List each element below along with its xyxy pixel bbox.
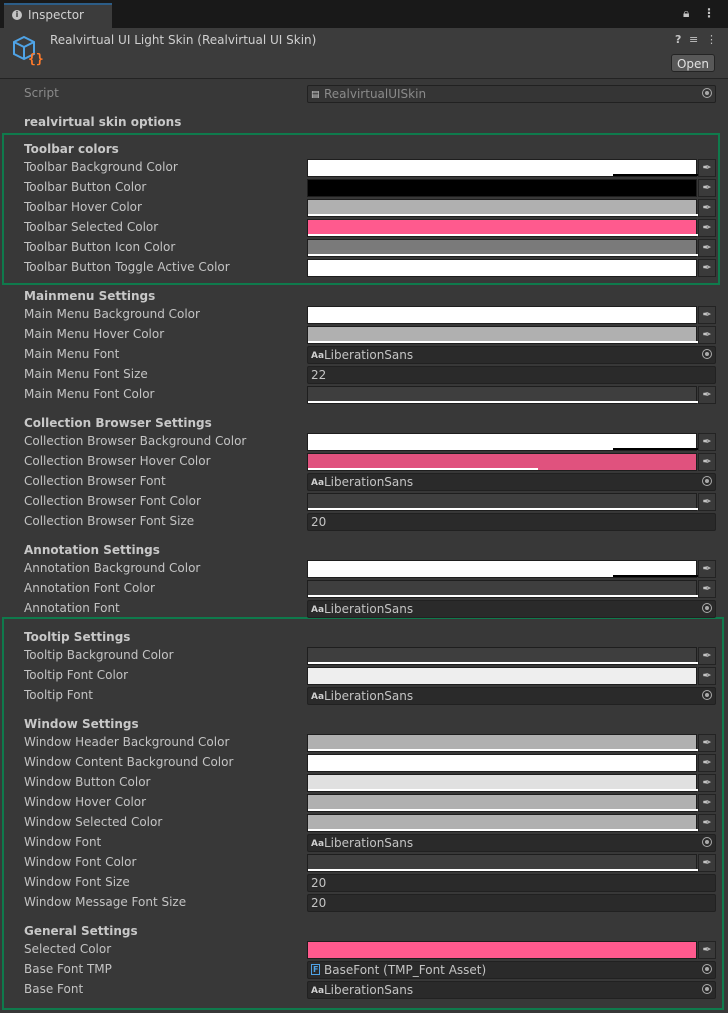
context-menu-icon[interactable]: ⋮ xyxy=(706,33,717,46)
eyedropper-icon[interactable]: ✒ xyxy=(698,754,716,772)
asset-title: Realvirtual UI Light Skin (Realvirtual UI Skin) xyxy=(50,33,317,47)
window-font-label: Window Font xyxy=(24,835,102,849)
window-font-field[interactable]: Aa LiberationSans xyxy=(307,834,716,852)
selected-color-label: Selected Color xyxy=(24,942,112,956)
object-picker-icon[interactable] xyxy=(702,476,712,486)
tooltip-bg-label: Tooltip Background Color xyxy=(24,648,174,662)
annotation-font-field[interactable]: Aa LiberationSans xyxy=(307,600,716,618)
object-picker-icon[interactable] xyxy=(702,603,712,613)
window-hover-color-field[interactable] xyxy=(307,794,697,812)
eyedropper-icon[interactable]: ✒ xyxy=(698,941,716,959)
lock-icon[interactable]: 🔒︎ xyxy=(683,6,690,20)
eyedropper-icon[interactable]: ✒ xyxy=(698,580,716,598)
tmp-font-asset-icon: F xyxy=(313,965,319,974)
eyedropper-icon[interactable]: ✒ xyxy=(698,239,716,257)
annotation-bg-color-field[interactable] xyxy=(307,560,697,578)
font-asset-icon: Aa xyxy=(311,351,325,361)
annotation-font-color-field[interactable] xyxy=(307,580,697,598)
eyedropper-icon[interactable]: ✒ xyxy=(698,667,716,685)
toolbar-icon-label: Toolbar Button Icon Color xyxy=(24,240,176,254)
base-font-tmp-field[interactable]: F BaseFont (TMP_Font Asset) xyxy=(307,961,716,979)
mainmenu-font-color-label: Main Menu Font Color xyxy=(24,387,155,401)
options-title: realvirtual skin options xyxy=(24,115,182,129)
help-icon[interactable]: ? xyxy=(675,33,682,46)
tooltip-bg-color-field[interactable] xyxy=(307,647,697,665)
tab-bar xyxy=(0,0,728,28)
window-header-bg-color-field[interactable] xyxy=(307,734,697,752)
window-selected-label: Window Selected Color xyxy=(24,815,163,829)
mainmenu-font-field[interactable]: Aa LiberationSans xyxy=(307,346,716,364)
window-font-size-input[interactable]: 20 xyxy=(307,874,716,892)
mainmenu-font-size-input[interactable]: 22 xyxy=(307,366,716,384)
window-selected-color-field[interactable] xyxy=(307,814,697,832)
window-msg-font-size-label: Window Message Font Size xyxy=(24,895,187,909)
mainmenu-font-label: Main Menu Font xyxy=(24,347,120,361)
preset-icon[interactable]: ≡ xyxy=(689,33,699,46)
window-content-bg-label: Window Content Background Color xyxy=(24,755,234,769)
eyedropper-icon[interactable]: ✒ xyxy=(698,794,716,812)
mainmenu-font-color-field[interactable] xyxy=(307,386,697,404)
mainmenu-section-title: Mainmenu Settings xyxy=(24,289,156,303)
eyedropper-icon[interactable]: ✒ xyxy=(698,306,716,324)
object-picker-icon xyxy=(702,88,712,98)
mainmenu-bg-label: Main Menu Background Color xyxy=(24,307,200,321)
general-section-title: General Settings xyxy=(24,924,138,938)
eyedropper-icon[interactable]: ✒ xyxy=(698,774,716,792)
svg-text:{}: {} xyxy=(28,52,44,66)
tab-label: Inspector xyxy=(28,8,84,22)
object-picker-icon[interactable] xyxy=(702,349,712,359)
object-picker-icon[interactable] xyxy=(702,984,712,994)
tooltip-font-color-label: Tooltip Font Color xyxy=(24,668,129,682)
annotation-font-color-label: Annotation Font Color xyxy=(24,581,155,595)
more-options-icon[interactable]: ⋮ xyxy=(703,6,715,20)
eyedropper-icon[interactable]: ✒ xyxy=(698,259,716,277)
font-asset-icon: Aa xyxy=(311,605,325,615)
object-picker-icon[interactable] xyxy=(702,964,712,974)
window-section-title: Window Settings xyxy=(24,717,139,731)
eyedropper-icon[interactable]: ✒ xyxy=(698,647,716,665)
eyedropper-icon[interactable]: ✒ xyxy=(698,453,716,471)
eyedropper-icon[interactable]: ✒ xyxy=(698,814,716,832)
open-button[interactable]: Open xyxy=(671,54,715,72)
eyedropper-icon[interactable]: ✒ xyxy=(698,560,716,578)
eyedropper-icon[interactable]: ✒ xyxy=(698,326,716,344)
script-label: Script xyxy=(24,86,59,100)
skin-asset-icon xyxy=(12,34,46,66)
annotation-section-title: Annotation Settings xyxy=(24,543,160,557)
script-file-icon: ▤ xyxy=(311,90,320,100)
window-hover-label: Window Hover Color xyxy=(24,795,147,809)
base-font-tmp-label: Base Font TMP xyxy=(24,962,112,976)
object-picker-icon[interactable] xyxy=(702,837,712,847)
toolbar-hover-label: Toolbar Hover Color xyxy=(24,200,142,214)
eyedropper-icon[interactable]: ✒ xyxy=(698,433,716,451)
font-asset-icon: Aa xyxy=(311,986,325,996)
toolbar-icon-color-field[interactable] xyxy=(307,239,697,257)
eyedropper-icon[interactable]: ✒ xyxy=(698,493,716,511)
tab-inspector[interactable] xyxy=(4,3,112,28)
mainmenu-hover-label: Main Menu Hover Color xyxy=(24,327,165,341)
toolbar-section-title: Toolbar colors xyxy=(24,142,119,156)
font-asset-icon: Aa xyxy=(311,692,325,702)
toolbar-hover-color-field[interactable] xyxy=(307,199,697,217)
collection-font-color-field[interactable] xyxy=(307,493,697,511)
window-msg-font-size-input[interactable]: 20 xyxy=(307,894,716,912)
info-icon: i xyxy=(12,10,22,20)
toolbar-selected-label: Toolbar Selected Color xyxy=(24,220,159,234)
toolbar-toggle-color-field[interactable] xyxy=(307,259,697,277)
tooltip-font-color-field[interactable] xyxy=(307,667,697,685)
collection-font-color-label: Collection Browser Font Color xyxy=(24,494,201,508)
font-asset-icon: Aa xyxy=(311,478,325,488)
base-font-field[interactable]: Aa LiberationSans xyxy=(307,981,716,999)
collection-bg-label: Collection Browser Background Color xyxy=(24,434,247,448)
annotation-font-label: Annotation Font xyxy=(24,601,120,615)
window-font-size-label: Window Font Size xyxy=(24,875,130,889)
mainmenu-font-size-label: Main Menu Font Size xyxy=(24,367,148,381)
eyedropper-icon[interactable]: ✒ xyxy=(698,219,716,237)
collection-bg-color-field[interactable] xyxy=(307,433,697,451)
eyedropper-icon[interactable]: ✒ xyxy=(698,386,716,404)
collection-font-size-input[interactable]: 20 xyxy=(307,513,716,531)
toolbar-button-color-field[interactable] xyxy=(307,179,697,197)
eyedropper-icon[interactable]: ✒ xyxy=(698,179,716,197)
script-field: ▤ RealvirtualUISkin xyxy=(307,85,716,103)
collection-section-title: Collection Browser Settings xyxy=(24,416,212,430)
window-header-bg-label: Window Header Background Color xyxy=(24,735,230,749)
annotation-bg-label: Annotation Background Color xyxy=(24,561,201,575)
eyedropper-icon[interactable]: ✒ xyxy=(698,854,716,872)
eyedropper-icon[interactable]: ✒ xyxy=(698,159,716,177)
collection-font-field[interactable]: Aa LiberationSans xyxy=(307,473,716,491)
window-font-color-field[interactable] xyxy=(307,854,697,872)
mainmenu-hover-color-field[interactable] xyxy=(307,326,697,344)
collection-font-size-label: Collection Browser Font Size xyxy=(24,514,195,528)
tooltip-font-label: Tooltip Font xyxy=(24,688,93,702)
collection-font-label: Collection Browser Font xyxy=(24,474,166,488)
collection-hover-color-field[interactable] xyxy=(307,453,697,471)
eyedropper-icon[interactable]: ✒ xyxy=(698,734,716,752)
toolbar-button-label: Toolbar Button Color xyxy=(24,180,147,194)
object-picker-icon[interactable] xyxy=(702,690,712,700)
inspector-header xyxy=(0,28,728,79)
eyedropper-icon[interactable]: ✒ xyxy=(698,199,716,217)
toolbar-toggle-label: Toolbar Button Toggle Active Color xyxy=(24,260,230,274)
collection-hover-label: Collection Browser Hover Color xyxy=(24,454,211,468)
window-button-label: Window Button Color xyxy=(24,775,151,789)
window-font-color-label: Window Font Color xyxy=(24,855,137,869)
tooltip-section-title: Tooltip Settings xyxy=(24,630,131,644)
toolbar-selected-color-field[interactable] xyxy=(307,219,697,237)
mainmenu-bg-color-field[interactable] xyxy=(307,306,697,324)
tooltip-font-field[interactable]: Aa LiberationSans xyxy=(307,687,716,705)
font-asset-icon: Aa xyxy=(311,839,325,849)
base-font-label: Base Font xyxy=(24,982,84,996)
selected-color-field[interactable] xyxy=(307,941,697,959)
window-content-bg-color-field[interactable] xyxy=(307,754,697,772)
window-button-color-field[interactable] xyxy=(307,774,697,792)
toolbar-bg-label: Toolbar Background Color xyxy=(24,160,178,174)
toolbar-bg-color-field[interactable] xyxy=(307,159,697,177)
